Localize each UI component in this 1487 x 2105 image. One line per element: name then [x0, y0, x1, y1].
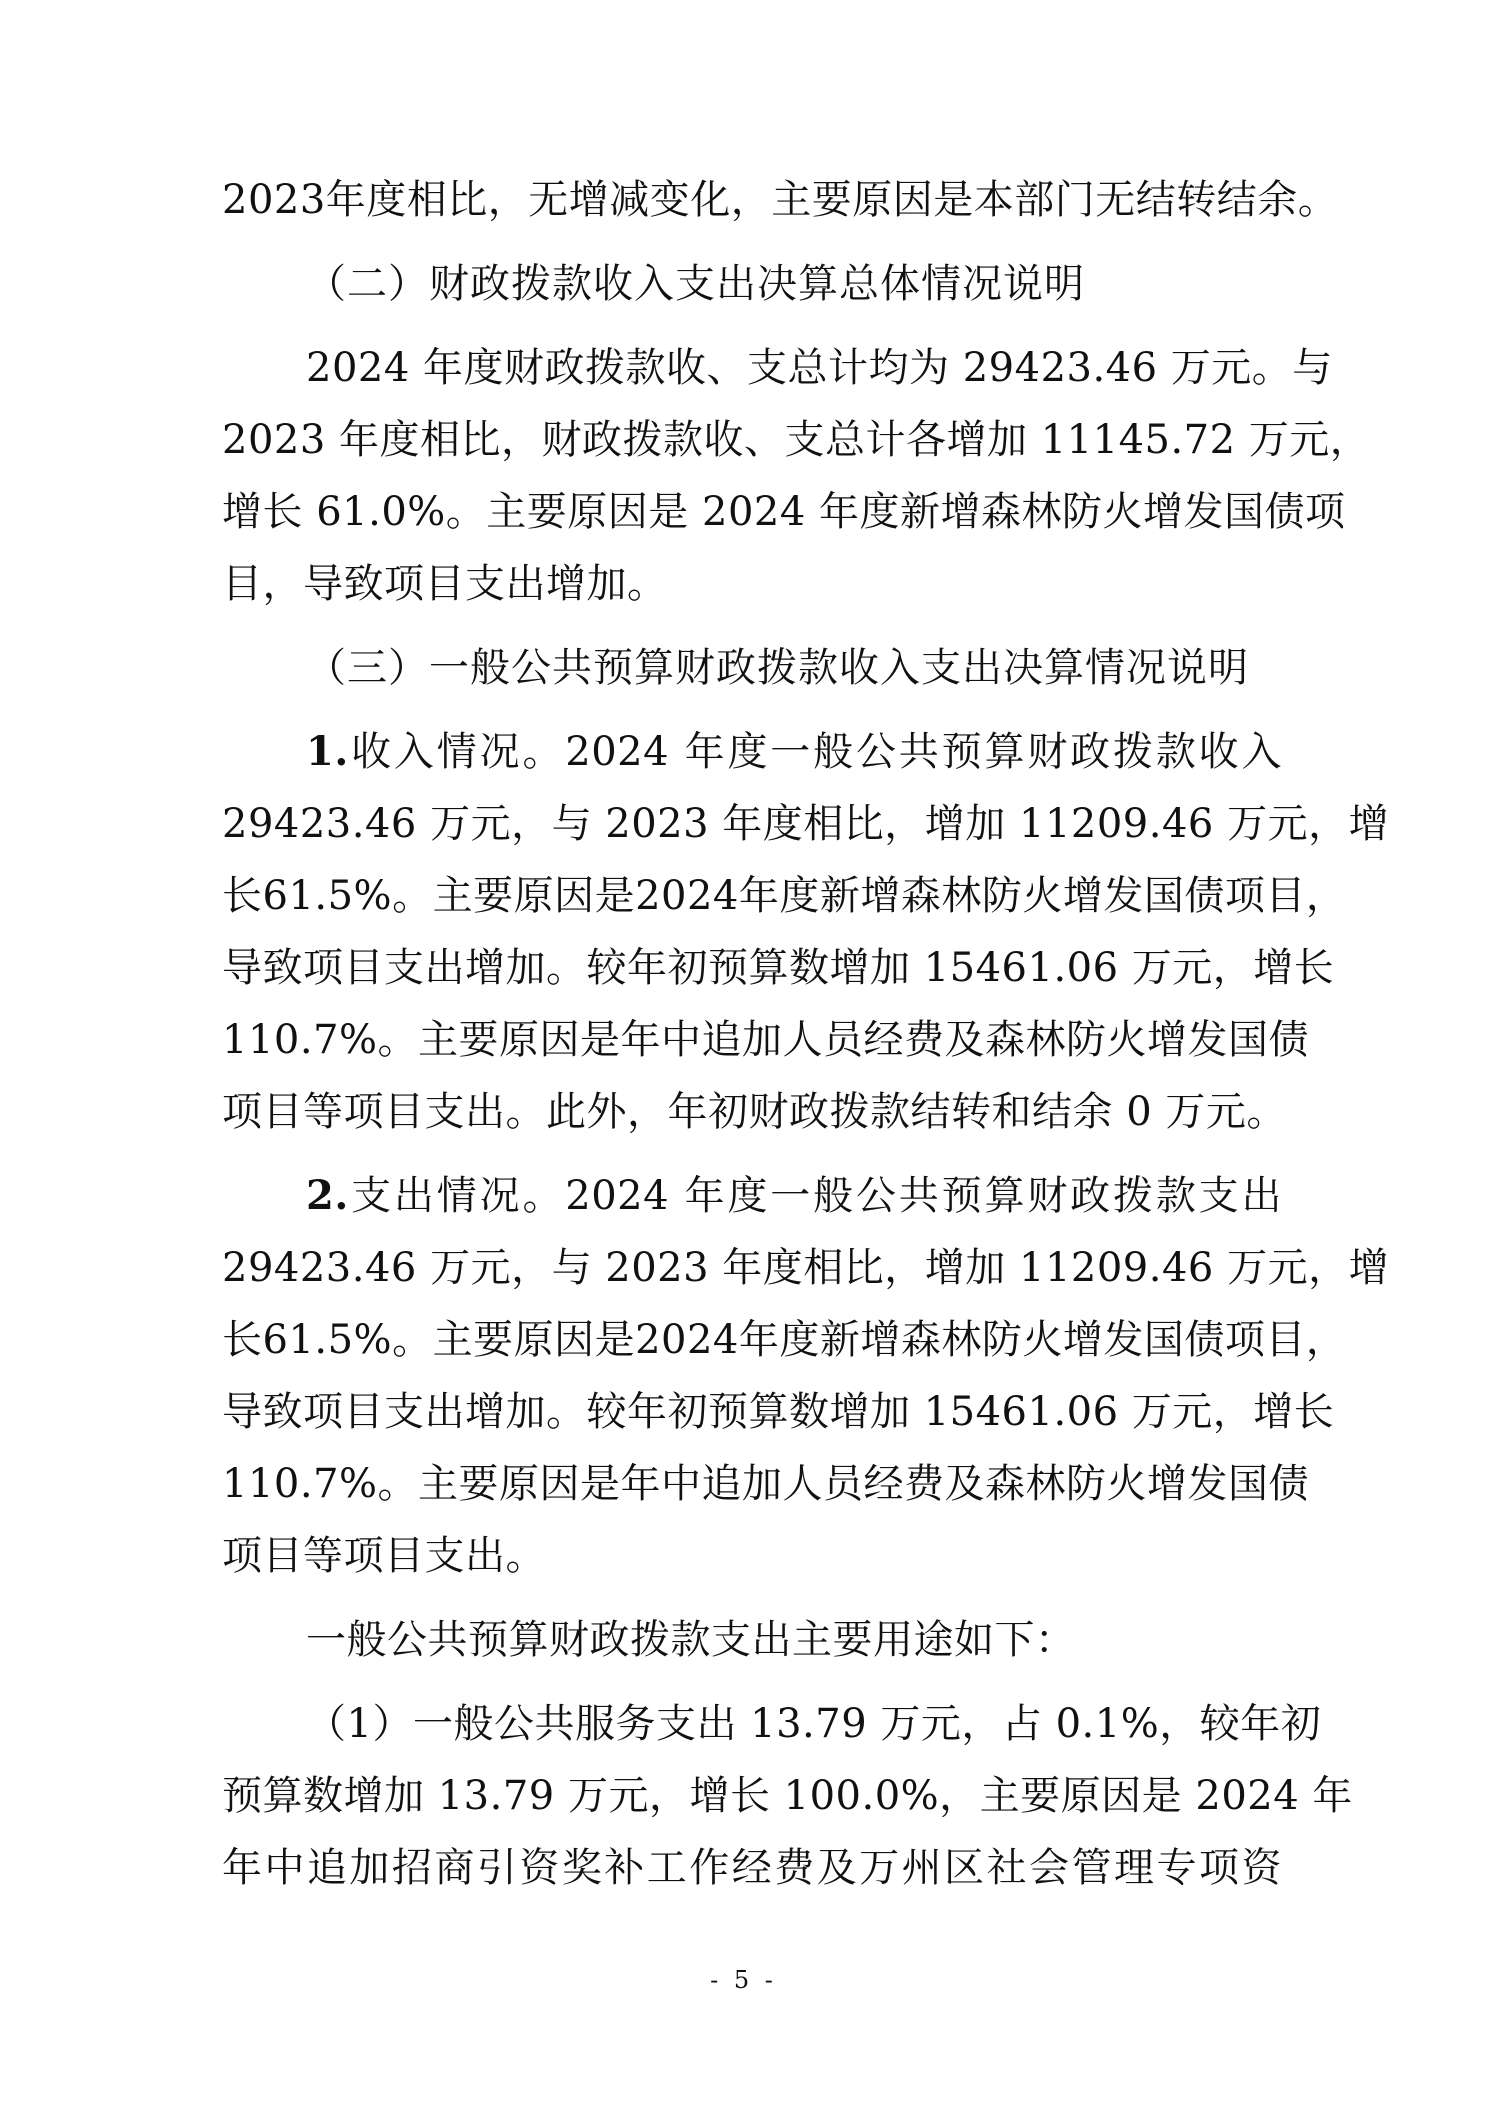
body-line: 2023 年度相比，财政拨款收、支总计各增加 11145.72 万元，	[222, 417, 1371, 463]
body-line: 目，导致项目支出增加。	[222, 561, 668, 607]
body-line: 29423.46 万元，与 2023 年度相比，增加 11209.46 万元，增	[222, 1245, 1390, 1291]
body-line: 项目等项目支出。	[222, 1533, 546, 1579]
body-line: 110.7%。主要原因是年中追加人员经费及森林防火增发国债	[222, 1017, 1310, 1063]
body-line: 长61.5%。主要原因是2024年度新增森林防火增发国债项目，	[222, 1317, 1347, 1363]
item-number: 1.	[306, 728, 349, 775]
body-line: 导致项目支出增加。较年初预算数增加 15461.06 万元，增长	[222, 945, 1335, 991]
body-text: 支出情况。2024 年度一般公共预算财政拨款支出	[348, 1173, 1282, 1219]
paragraph-first-line	[306, 718, 1282, 786]
body-line: 长61.5%。主要原因是2024年度新增森林防火增发国债项目，	[222, 873, 1347, 919]
body-line: 110.7%。主要原因是年中追加人员经费及森林防火增发国债	[222, 1461, 1310, 1507]
page-number: - 5 -	[710, 1966, 777, 1994]
paragraph-first-line	[306, 1162, 1282, 1230]
body-line: 项目等项目支出。此外，年初财政拨款结转和结余 0 万元。	[222, 1089, 1287, 1135]
body-line: 29423.46 万元，与 2023 年度相比，增加 11209.46 万元，增	[222, 801, 1390, 847]
section-heading: （三）一般公共预算财政拨款收入支出决算情况说明	[306, 645, 1249, 691]
body-line: 导致项目支出增加。较年初预算数增加 15461.06 万元，增长	[222, 1389, 1335, 1435]
body-text: 收入情况。2024 年度一般公共预算财政拨款收入	[348, 729, 1282, 775]
body-line: 增长 61.0%。主要原因是 2024 年度新增森林防火增发国债项	[222, 489, 1346, 535]
item-number: 2.	[306, 1172, 349, 1219]
body-line: （1）一般公共服务支出 13.79 万元，占 0.1%，较年初	[306, 1701, 1322, 1747]
body-line: 年中追加招商引资奖补工作经费及万州区社会管理专项资	[222, 1845, 1282, 1891]
body-line: 一般公共预算财政拨款支出主要用途如下：	[306, 1617, 1076, 1663]
body-line: 2024 年度财政拨款收、支总计均为 29423.46 万元。与	[306, 345, 1333, 391]
section-heading: （二）财政拨款收入支出决算总体情况说明	[306, 261, 1085, 307]
body-line: 2023年度相比，无增减变化，主要原因是本部门无结转结余。	[222, 177, 1339, 223]
body-line: 预算数增加 13.79 万元，增长 100.0%，主要原因是 2024 年	[222, 1773, 1353, 1819]
